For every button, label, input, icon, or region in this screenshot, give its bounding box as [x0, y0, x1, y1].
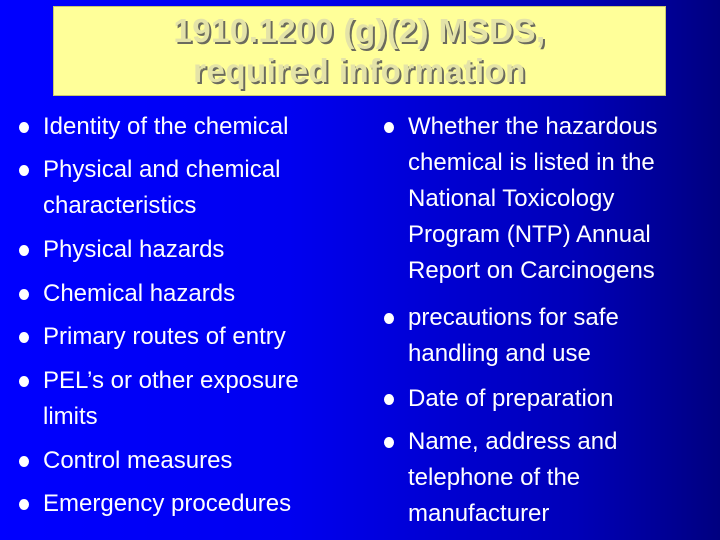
- list-item-text: Emergency procedures: [43, 490, 292, 517]
- list-item-text: precautions for safe: [408, 304, 619, 331]
- list-item-continuation: [408, 145, 655, 181]
- list-item: [43, 109, 288, 145]
- bullet-icon: [19, 245, 29, 256]
- bullet-icon: [19, 122, 29, 133]
- list-item-text: National Toxicology: [408, 185, 615, 212]
- list-item-text: PEL’s or other exposure: [43, 367, 299, 394]
- list-item: [43, 486, 291, 522]
- list-item-text: handling and use: [408, 340, 591, 367]
- list-item-text: Primary routes of entry: [43, 323, 286, 350]
- list-item-text: telephone of the: [408, 464, 581, 491]
- bullet-icon: [19, 456, 29, 467]
- slide-title-line-1: 1910.1200 (g)(2) MSDS,: [173, 12, 546, 49]
- list-item-text: Physical and chemical: [43, 156, 281, 183]
- bullet-icon: [19, 499, 29, 510]
- list-item: [408, 424, 617, 460]
- list-item-continuation: [408, 496, 549, 532]
- bullet-icon: [384, 122, 394, 133]
- list-item-text: Physical hazards: [43, 236, 225, 263]
- bullet-icon: [19, 332, 29, 343]
- list-item-text: Program (NTP) Annual: [408, 221, 651, 248]
- list-item-text: Chemical hazards: [43, 280, 236, 307]
- bullet-icon: [19, 289, 29, 300]
- list-item-continuation: [408, 217, 651, 253]
- list-item: [43, 443, 232, 479]
- list-item-continuation: [408, 181, 614, 217]
- bullet-icon: [384, 313, 394, 324]
- list-item-text: chemical is listed in the: [408, 149, 655, 176]
- list-item: [43, 232, 224, 268]
- list-item-text: Identity of the chemical: [43, 113, 289, 140]
- list-item-text: Date of preparation: [408, 385, 614, 412]
- list-item-continuation: [408, 336, 591, 372]
- list-item-continuation: [408, 460, 580, 496]
- list-item-text: manufacturer: [408, 500, 550, 527]
- list-item: [43, 319, 286, 355]
- list-item-continuation: [43, 399, 98, 435]
- bullet-icon: [19, 165, 29, 176]
- list-item-continuation: [43, 188, 196, 224]
- list-item-text: Whether the hazardous: [408, 113, 658, 140]
- bullet-icon: [19, 376, 29, 387]
- bullet-icon: [384, 394, 394, 405]
- slide-title-box: [53, 6, 666, 96]
- list-item-text: characteristics: [43, 192, 197, 219]
- list-item-continuation: [408, 253, 655, 289]
- list-item: [408, 300, 619, 336]
- list-item-text: Report on Carcinogens: [408, 257, 655, 284]
- list-item-text: limits: [43, 403, 98, 430]
- list-item: [408, 381, 613, 417]
- list-item: [43, 276, 235, 312]
- list-item: [43, 152, 280, 188]
- slide-title-line-2: required information: [193, 52, 526, 89]
- list-item: [43, 363, 299, 399]
- list-item: [408, 109, 657, 145]
- bullet-icon: [384, 437, 394, 448]
- list-item-text: Name, address and: [408, 428, 618, 455]
- list-item-text: Control measures: [43, 447, 233, 474]
